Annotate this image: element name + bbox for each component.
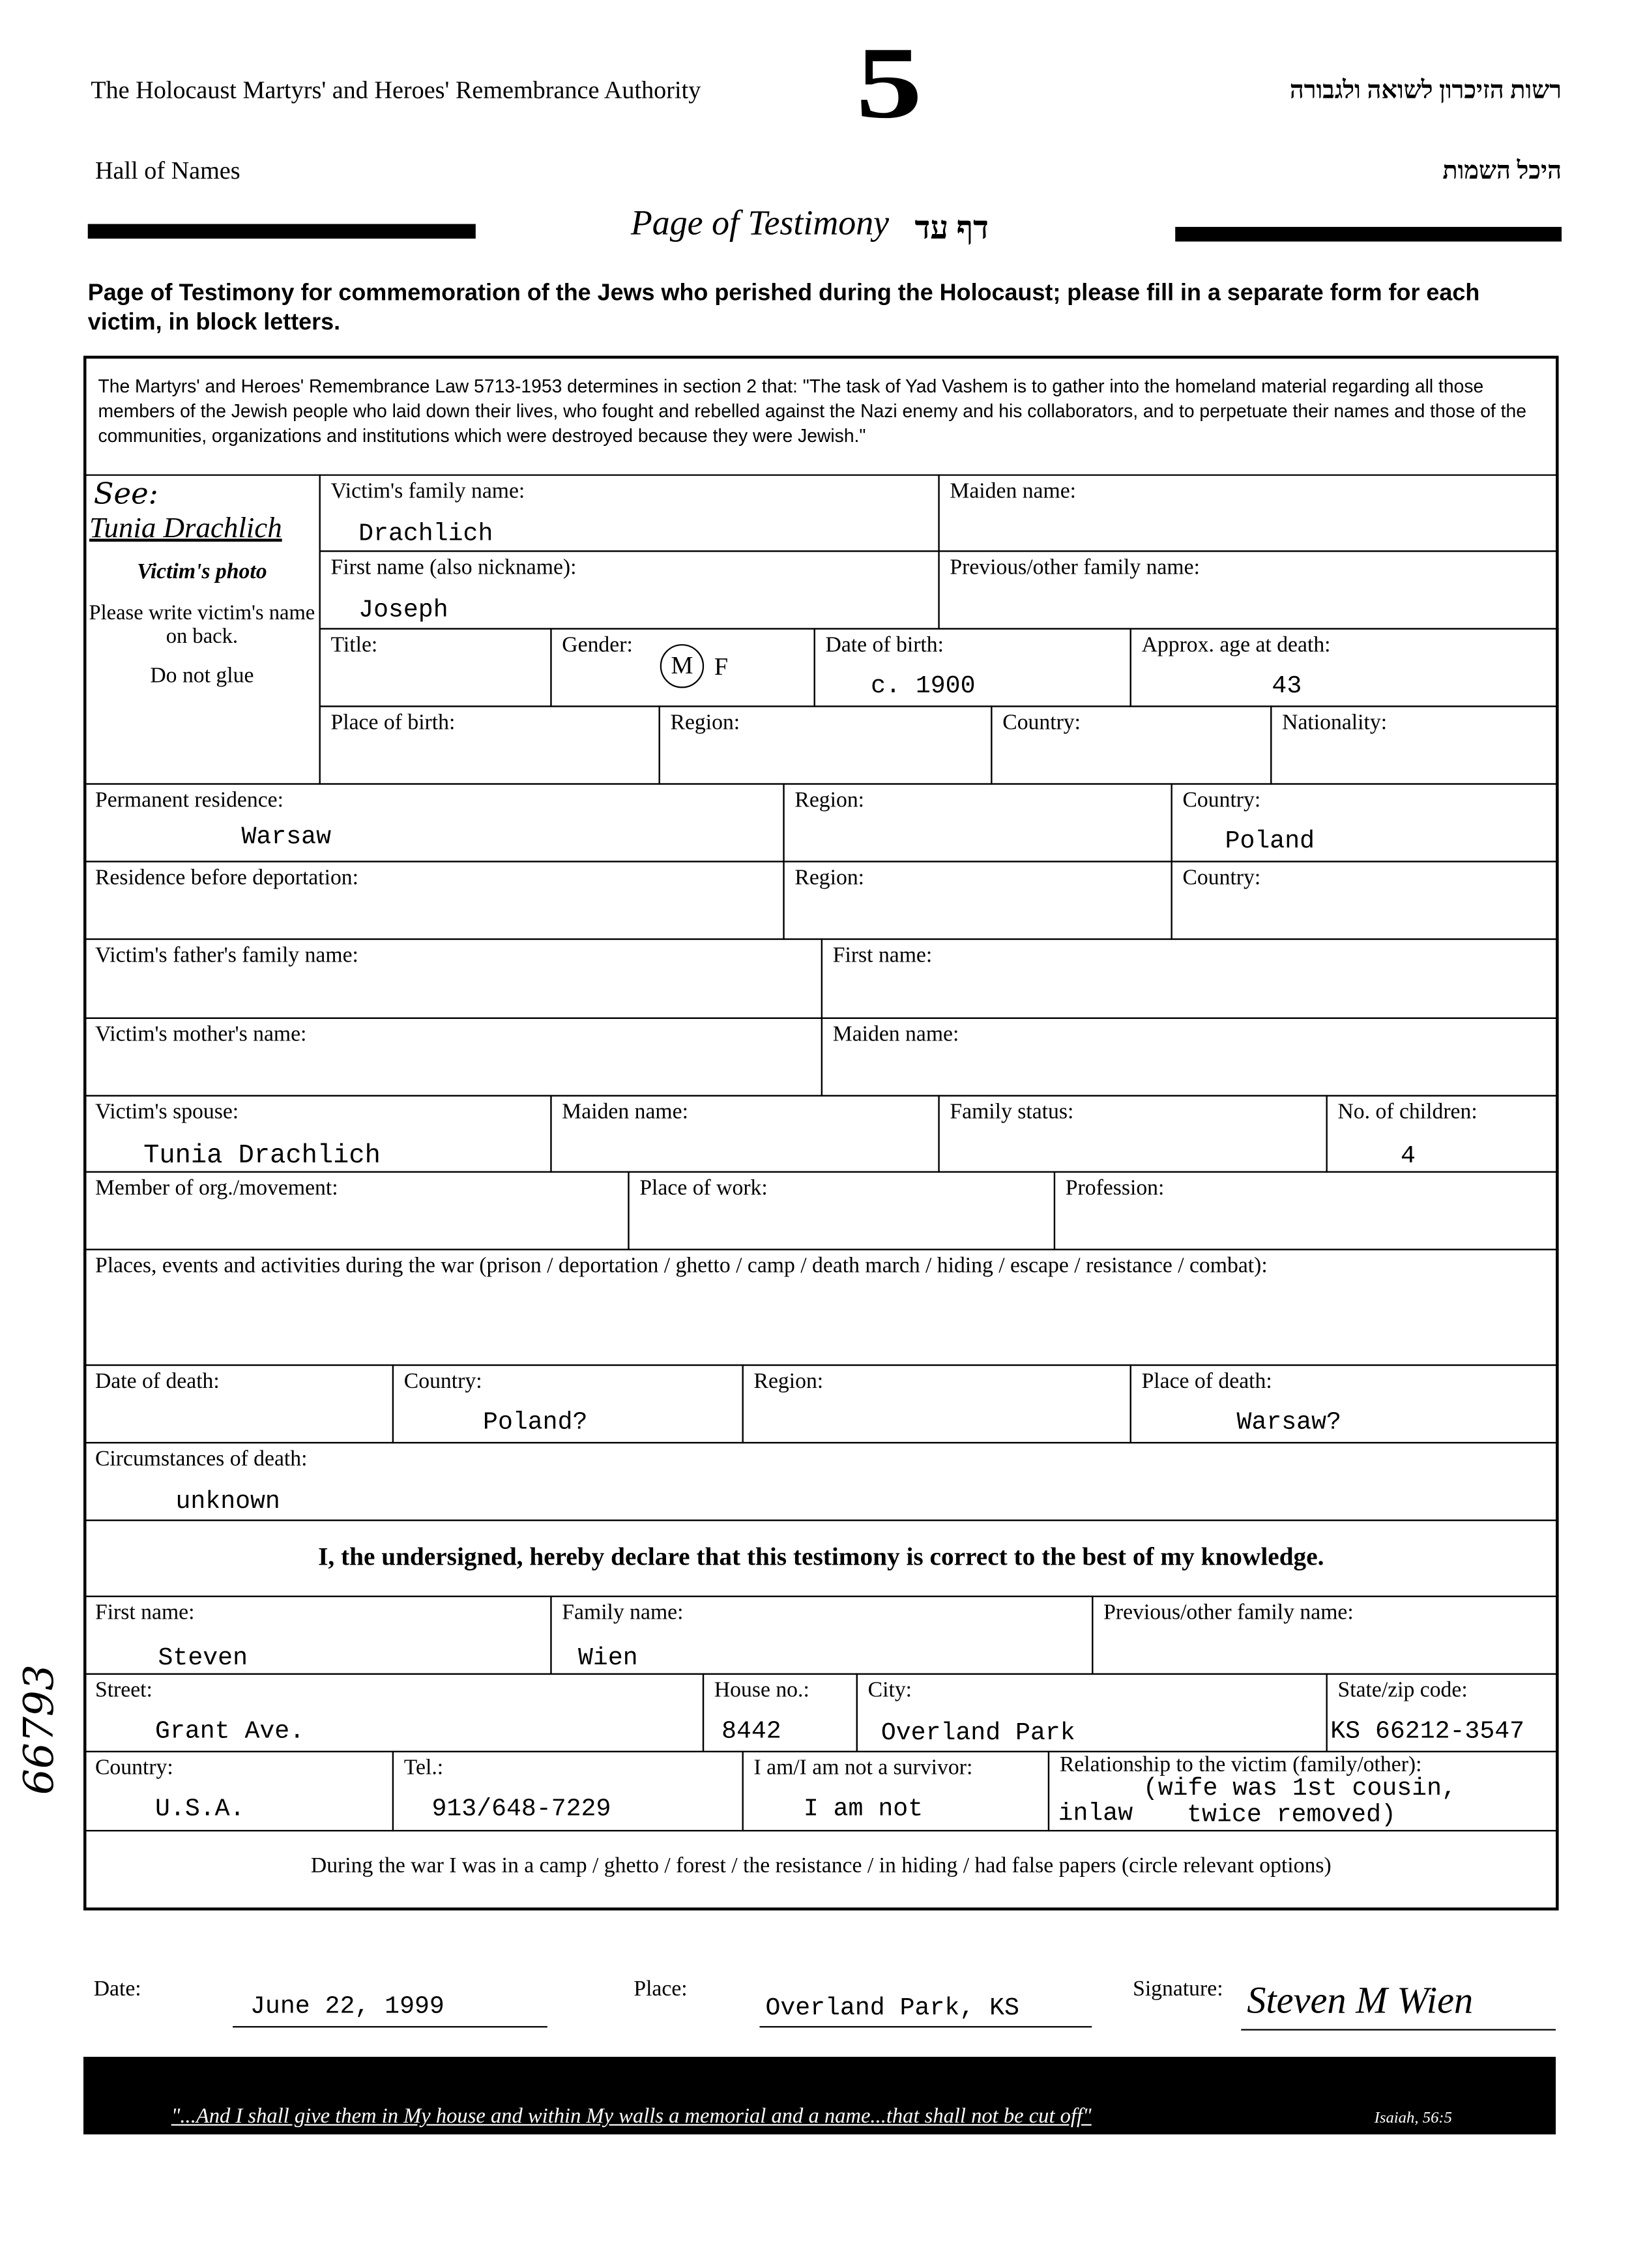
label: Country: <box>1182 866 1261 891</box>
profession-field[interactable] <box>1054 1171 1559 1250</box>
gender-option-f[interactable]: F <box>714 653 729 681</box>
label: Family name: <box>562 1601 684 1625</box>
place-label: Place: <box>633 1977 688 2001</box>
photo-instruction: Please write victim's name on back. <box>89 601 315 649</box>
nationality-field[interactable] <box>1270 705 1558 784</box>
label: Tel.: <box>403 1756 444 1780</box>
family-status-field[interactable] <box>938 1095 1327 1173</box>
date-of-birth-field[interactable] <box>814 628 1131 707</box>
place-of-work-field[interactable] <box>628 1171 1055 1250</box>
submitter-first-name-field[interactable] <box>83 1596 552 1675</box>
label: City: <box>867 1679 912 1703</box>
value: I am not <box>803 1796 924 1825</box>
label: Places, events and activities during the war (prison / deportation / ghetto / camp / death march / hiding / escape / resistance / combat): <box>95 1254 1268 1278</box>
place-line[interactable] <box>759 1991 1092 2027</box>
quote-band <box>83 2057 1556 2134</box>
value: KS 66212-3547 <box>1330 1718 1525 1747</box>
label: Region: <box>670 711 740 735</box>
victim-family-name-field[interactable] <box>319 475 940 552</box>
quote-text: "...And I shall give them in My house and within My walls a memorial and a name...that shall not be cut off" <box>171 2105 1092 2129</box>
handwritten-name: Tunia Drachlich <box>89 512 282 545</box>
telephone-field[interactable] <box>392 1751 744 1832</box>
place-of-death-field[interactable] <box>1130 1364 1559 1443</box>
hall-of-names-he: היכל השמות <box>1442 156 1562 184</box>
value: Overland Park <box>881 1720 1075 1748</box>
value: Joseph <box>358 597 448 625</box>
page-title: Page of Testimony <box>630 205 890 243</box>
residence-region-field[interactable] <box>783 783 1172 862</box>
value: Wien <box>578 1645 638 1673</box>
title-field[interactable] <box>319 628 552 707</box>
label: Nationality: <box>1282 711 1388 735</box>
label: Residence before deportation: <box>95 866 359 891</box>
mother-name-field[interactable] <box>83 1018 822 1097</box>
date-line[interactable] <box>233 1991 547 2027</box>
declaration-row <box>83 1520 1559 1597</box>
label: Country: <box>95 1756 173 1780</box>
value: U.S.A. <box>155 1796 245 1825</box>
label: Date of death: <box>95 1370 220 1394</box>
first-name-field[interactable] <box>319 550 940 629</box>
spouse-field[interactable] <box>83 1095 552 1173</box>
value-line-3: twice removed) <box>1187 1802 1396 1830</box>
date-value: June 22, 1999 <box>250 1994 444 2022</box>
gender-option-m-circled[interactable]: M <box>660 644 704 688</box>
spouse-maiden-name-field[interactable] <box>550 1095 939 1173</box>
value: Poland? <box>483 1409 588 1438</box>
label: Permanent residence: <box>95 789 284 813</box>
label: Region: <box>794 789 865 813</box>
value: Steven <box>158 1645 248 1673</box>
pre-deport-region-field[interactable] <box>783 861 1172 939</box>
date-of-death-field[interactable] <box>83 1364 394 1443</box>
signature-label: Signature: <box>1133 1977 1223 2001</box>
label: Place of death: <box>1141 1370 1272 1394</box>
label: Profession: <box>1065 1177 1165 1201</box>
quote-citation: Isaiah, 56:5 <box>1374 2109 1453 2127</box>
father-family-name-field[interactable] <box>83 938 822 1019</box>
page-mark: 5 <box>856 27 923 141</box>
value: unknown <box>175 1488 280 1517</box>
value: Warsaw <box>241 824 331 852</box>
wartime-places-field[interactable] <box>83 1248 1559 1366</box>
mother-maiden-name-field[interactable] <box>821 1018 1559 1097</box>
age-at-death-field[interactable] <box>1130 628 1559 707</box>
residence-country-field[interactable] <box>1171 783 1558 862</box>
birth-region-field[interactable] <box>659 705 993 784</box>
label: Region: <box>794 866 865 891</box>
law-text: The Martyrs' and Heroes' Remembrance Law 5713-1953 determines in section 2 that: "The task of Yad Vashem is to gather into the homeland material regarding all those members of the Jewish people who laid down their lives, who fought and rebelled against the Nazi enemy and his collaborators, and to perpetuate their names and those of the communities, organizations and institutions which were destroyed because they were Jewish." <box>98 376 1526 447</box>
place-of-birth-field[interactable] <box>319 705 660 784</box>
father-first-name-field[interactable] <box>821 938 1559 1019</box>
permanent-residence-field[interactable] <box>83 783 785 862</box>
page-title-he: דף עד <box>914 209 989 246</box>
state-zip-field[interactable] <box>1326 1673 1559 1752</box>
label: Date of birth: <box>825 634 944 658</box>
org-name-he: רשות הזיכרון לשואה ולגבורה <box>1289 76 1562 104</box>
submitter-country-field[interactable] <box>83 1751 394 1832</box>
label: Victim's family name: <box>330 480 525 504</box>
label: Family status: <box>950 1100 1074 1125</box>
handwritten-see: See: <box>93 475 158 511</box>
handwritten-side-number: 66793 <box>14 1664 63 1795</box>
previous-name-field[interactable] <box>938 550 1558 629</box>
circumstances-of-death-field[interactable] <box>83 1442 1559 1521</box>
wartime-status-text[interactable]: During the war I was in a camp / ghetto / forest / the resistance / in hiding / had false papers (circle relevant options) <box>310 1855 1332 1879</box>
label: Region: <box>753 1370 824 1394</box>
relationship-field[interactable] <box>1048 1751 1559 1832</box>
value: Warsaw? <box>1236 1409 1341 1438</box>
value: inlaw <box>1058 1801 1133 1829</box>
value: Poland <box>1225 829 1315 857</box>
label: Place of birth: <box>330 711 456 735</box>
label: I am/I am not a survivor: <box>753 1756 973 1780</box>
street-field[interactable] <box>83 1673 704 1752</box>
value: Tunia Drachlich <box>143 1141 381 1171</box>
value: Drachlich <box>358 521 493 550</box>
label: House no.: <box>714 1679 809 1703</box>
photo-cell <box>83 475 321 785</box>
label: Country: <box>403 1370 482 1394</box>
place-value: Overland Park, KS <box>765 1995 1019 2024</box>
label: Gender: <box>562 634 633 658</box>
declaration-text: I, the undersigned, hereby declare that this testimony is correct to the best of my knowledge. <box>318 1541 1324 1571</box>
org-name-en: The Holocaust Martyrs' and Heroes' Remembrance Authority <box>91 76 701 104</box>
maiden-name-field[interactable] <box>938 475 1558 552</box>
member-of-org-field[interactable] <box>83 1171 630 1250</box>
label: Victim's mother's name: <box>95 1023 307 1047</box>
birth-country-field[interactable] <box>991 705 1272 784</box>
label: Victim's father's family name: <box>95 944 358 968</box>
label: Relationship to the victim (family/other): <box>1059 1754 1422 1778</box>
signature: Steven M Wien <box>1247 1979 1474 2022</box>
submitter-previous-name-field[interactable] <box>1092 1596 1558 1675</box>
value: 8442 <box>721 1718 781 1747</box>
house-number-field[interactable] <box>703 1673 858 1752</box>
value: Grant Ave. <box>155 1718 305 1747</box>
label: First name: <box>832 944 933 968</box>
label: Country: <box>1002 711 1081 735</box>
label: Street: <box>95 1679 153 1703</box>
gender-field[interactable] <box>550 628 815 707</box>
label: State/zip code: <box>1337 1679 1468 1703</box>
label: Maiden name: <box>562 1100 688 1125</box>
death-country-field[interactable] <box>392 1364 744 1443</box>
value-line-2: (wife was 1st cousin, <box>1143 1775 1457 1804</box>
submitter-family-name-field[interactable] <box>550 1596 1093 1675</box>
residence-before-deportation-field[interactable] <box>83 861 785 939</box>
value: 913/648-7229 <box>431 1796 611 1825</box>
value: 4 <box>1401 1143 1416 1171</box>
photo-label: Victim's photo <box>137 561 267 584</box>
label: Approx. age at death: <box>1141 634 1331 658</box>
label: Previous/other family name: <box>950 556 1200 580</box>
value: 43 <box>1272 673 1302 701</box>
number-of-children-field[interactable] <box>1326 1095 1559 1173</box>
city-field[interactable] <box>856 1673 1328 1752</box>
intro-text: Page of Testimony for commemoration of the Jews who perished during the Holocaust; please fill in a separate form for each victim, in block letters. <box>87 281 1480 336</box>
date-label: Date: <box>93 1977 141 2001</box>
label: First name (also nickname): <box>330 556 577 580</box>
header-bar-right <box>1175 227 1562 241</box>
label: Title: <box>330 634 378 658</box>
label: Place of work: <box>639 1177 768 1201</box>
label: Victim's spouse: <box>95 1100 239 1125</box>
label: Maiden name: <box>950 480 1077 504</box>
pre-deport-country-field[interactable] <box>1171 861 1558 939</box>
label: Circumstances of death: <box>95 1447 308 1471</box>
hall-of-names-en: Hall of Names <box>95 156 240 184</box>
wartime-status-row <box>83 1830 1559 1911</box>
death-region-field[interactable] <box>742 1364 1131 1443</box>
label: Member of org./movement: <box>95 1177 338 1201</box>
label: First name: <box>95 1601 195 1625</box>
label: Maiden name: <box>832 1023 959 1047</box>
value: c. 1900 <box>871 673 976 701</box>
survivor-status-field[interactable] <box>742 1751 1050 1832</box>
signature-line[interactable] <box>1241 2029 1556 2030</box>
label: No. of children: <box>1337 1100 1478 1125</box>
label: Country: <box>1182 789 1261 813</box>
label: Previous/other family name: <box>1103 1601 1354 1625</box>
photo-no-glue: Do not glue <box>150 664 254 688</box>
header-bar-left <box>88 224 476 239</box>
